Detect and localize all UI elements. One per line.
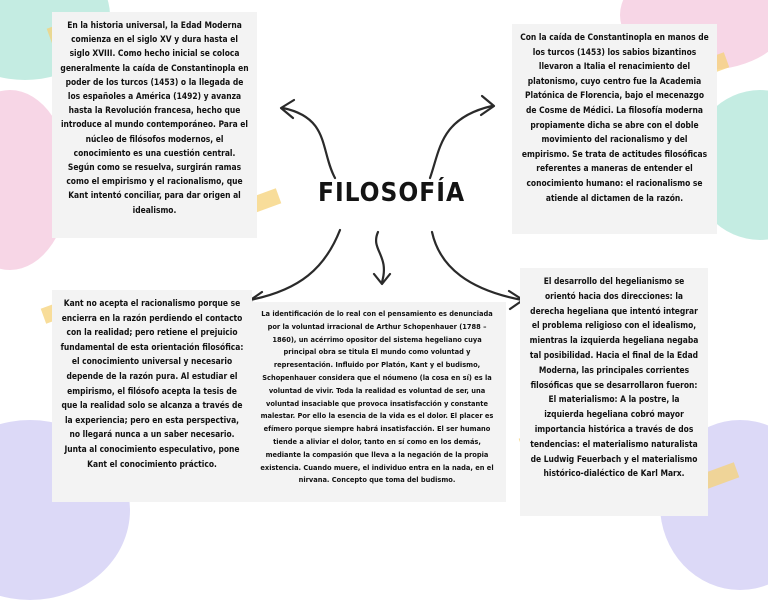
- page-title: FILOSOFÍA: [318, 178, 466, 208]
- card-top-left-edad-moderna: En la historia universal, la Edad Moderna comienza en el siglo XV y dura hasta el siglo XVIII. Como hecho inicial se coloca generalmente la caída de Constantinopla en poder de los turcos (1453) o la llegada de los españoles a América (1492) y avanza hasta la Revolución francesa, hecho que introduce al mundo contemporáneo. Para el núcleo de filósofos modernos, el conocimiento es una cuestión central. Según como se resuelva, surgirán ramas como el empirismo y el racionalismo, que Kant intentó conciliar, para dar origen al idealismo.: [52, 12, 257, 238]
- card-bottom-left-kant: Kant no acepta el racionalismo porque se encierra en la razón perdiendo el contacto con la realidad; pero retiene el prejuicio fundamental de esta orientación filosófica: el conocimiento universal y necesario depende de la razón pura. Al estudiar el empirismo, el filósofo acepta la tesis de que la realidad solo se alcanza a través de la experiencia; pero en esta perspectiva, no llegará nunca a un saber necesario. Junta al conocimiento especulativo, pone Kant el conocimiento práctico.: [52, 290, 252, 502]
- arrow-to-center: [376, 232, 384, 282]
- card-top-right-constantinopla: Con la caída de Constantinopla en manos de los turcos (1453) los sabios bizantinos llevaron a Italia el renacimiento del platonismo, cuyo centro fue la Academia Platónica de Florencia, bajo el mecenazgo de Cosme de Médici. La filosofía moderna propiamente dicha se abre con el doble movimiento del racionalismo y del empirismo. Se trata de actitudes filosóficas referentes a maneras de entender el conocimiento humano: el racionalismo se atiende al dictamen de la razón.: [512, 24, 717, 234]
- arrow-to-bottom-right: [432, 232, 522, 300]
- card-bottom-right-hegelianismo: El desarrollo del hegelianismo se orientó hacia dos direcciones: la derecha hegeliana que intentó integrar el problema religioso con el idealismo, mientras la izquierda hegeliana negaba tal posibilidad. Hacia el final de la Edad Moderna, las principales corrientes filosóficas que se desarrollaron fueron: El materialismo: A la postre, la izquierda hegeliana cobró mayor importancia histórica a través de dos tendencias: el materialismo naturalista de Ludwig Feuerbach y el materialismo histórico-dialéctico de Karl Marx.: [520, 268, 708, 516]
- arrow-to-top-left: [283, 108, 335, 178]
- arrow-to-bottom-left: [250, 230, 340, 300]
- card-bottom-center-schopenhauer: La identificación de lo real con el pensamiento es denunciada por la voluntad irracional de Arthur Schopenhauer (1788 – 1860), un acérrimo opositor del sistema hegeliano cuya principal obra se titula El mundo como voluntad y representación. Influido por Platón, Kant y el budismo, Schopenhauer considera que el nóumeno (la cosa en sí) es la voluntad de vivir. Toda la realidad es voluntad de ser, una voluntad insaciable que provoca insatisfacción y constante malestar. Por ello la esencia de la vida es el dolor. El placer es efímero porque siempre habrá insatisfacción. El ser humano tiende a aliviar el dolor, tanto en sí como en los demás, mediante la compasión que lleva a la negación de la propia existencia. Cuando muere, el individuo entra en la nada, en el nirvana. Concepto que toma del budismo.: [248, 302, 506, 502]
- arrow-to-top-right: [430, 106, 492, 178]
